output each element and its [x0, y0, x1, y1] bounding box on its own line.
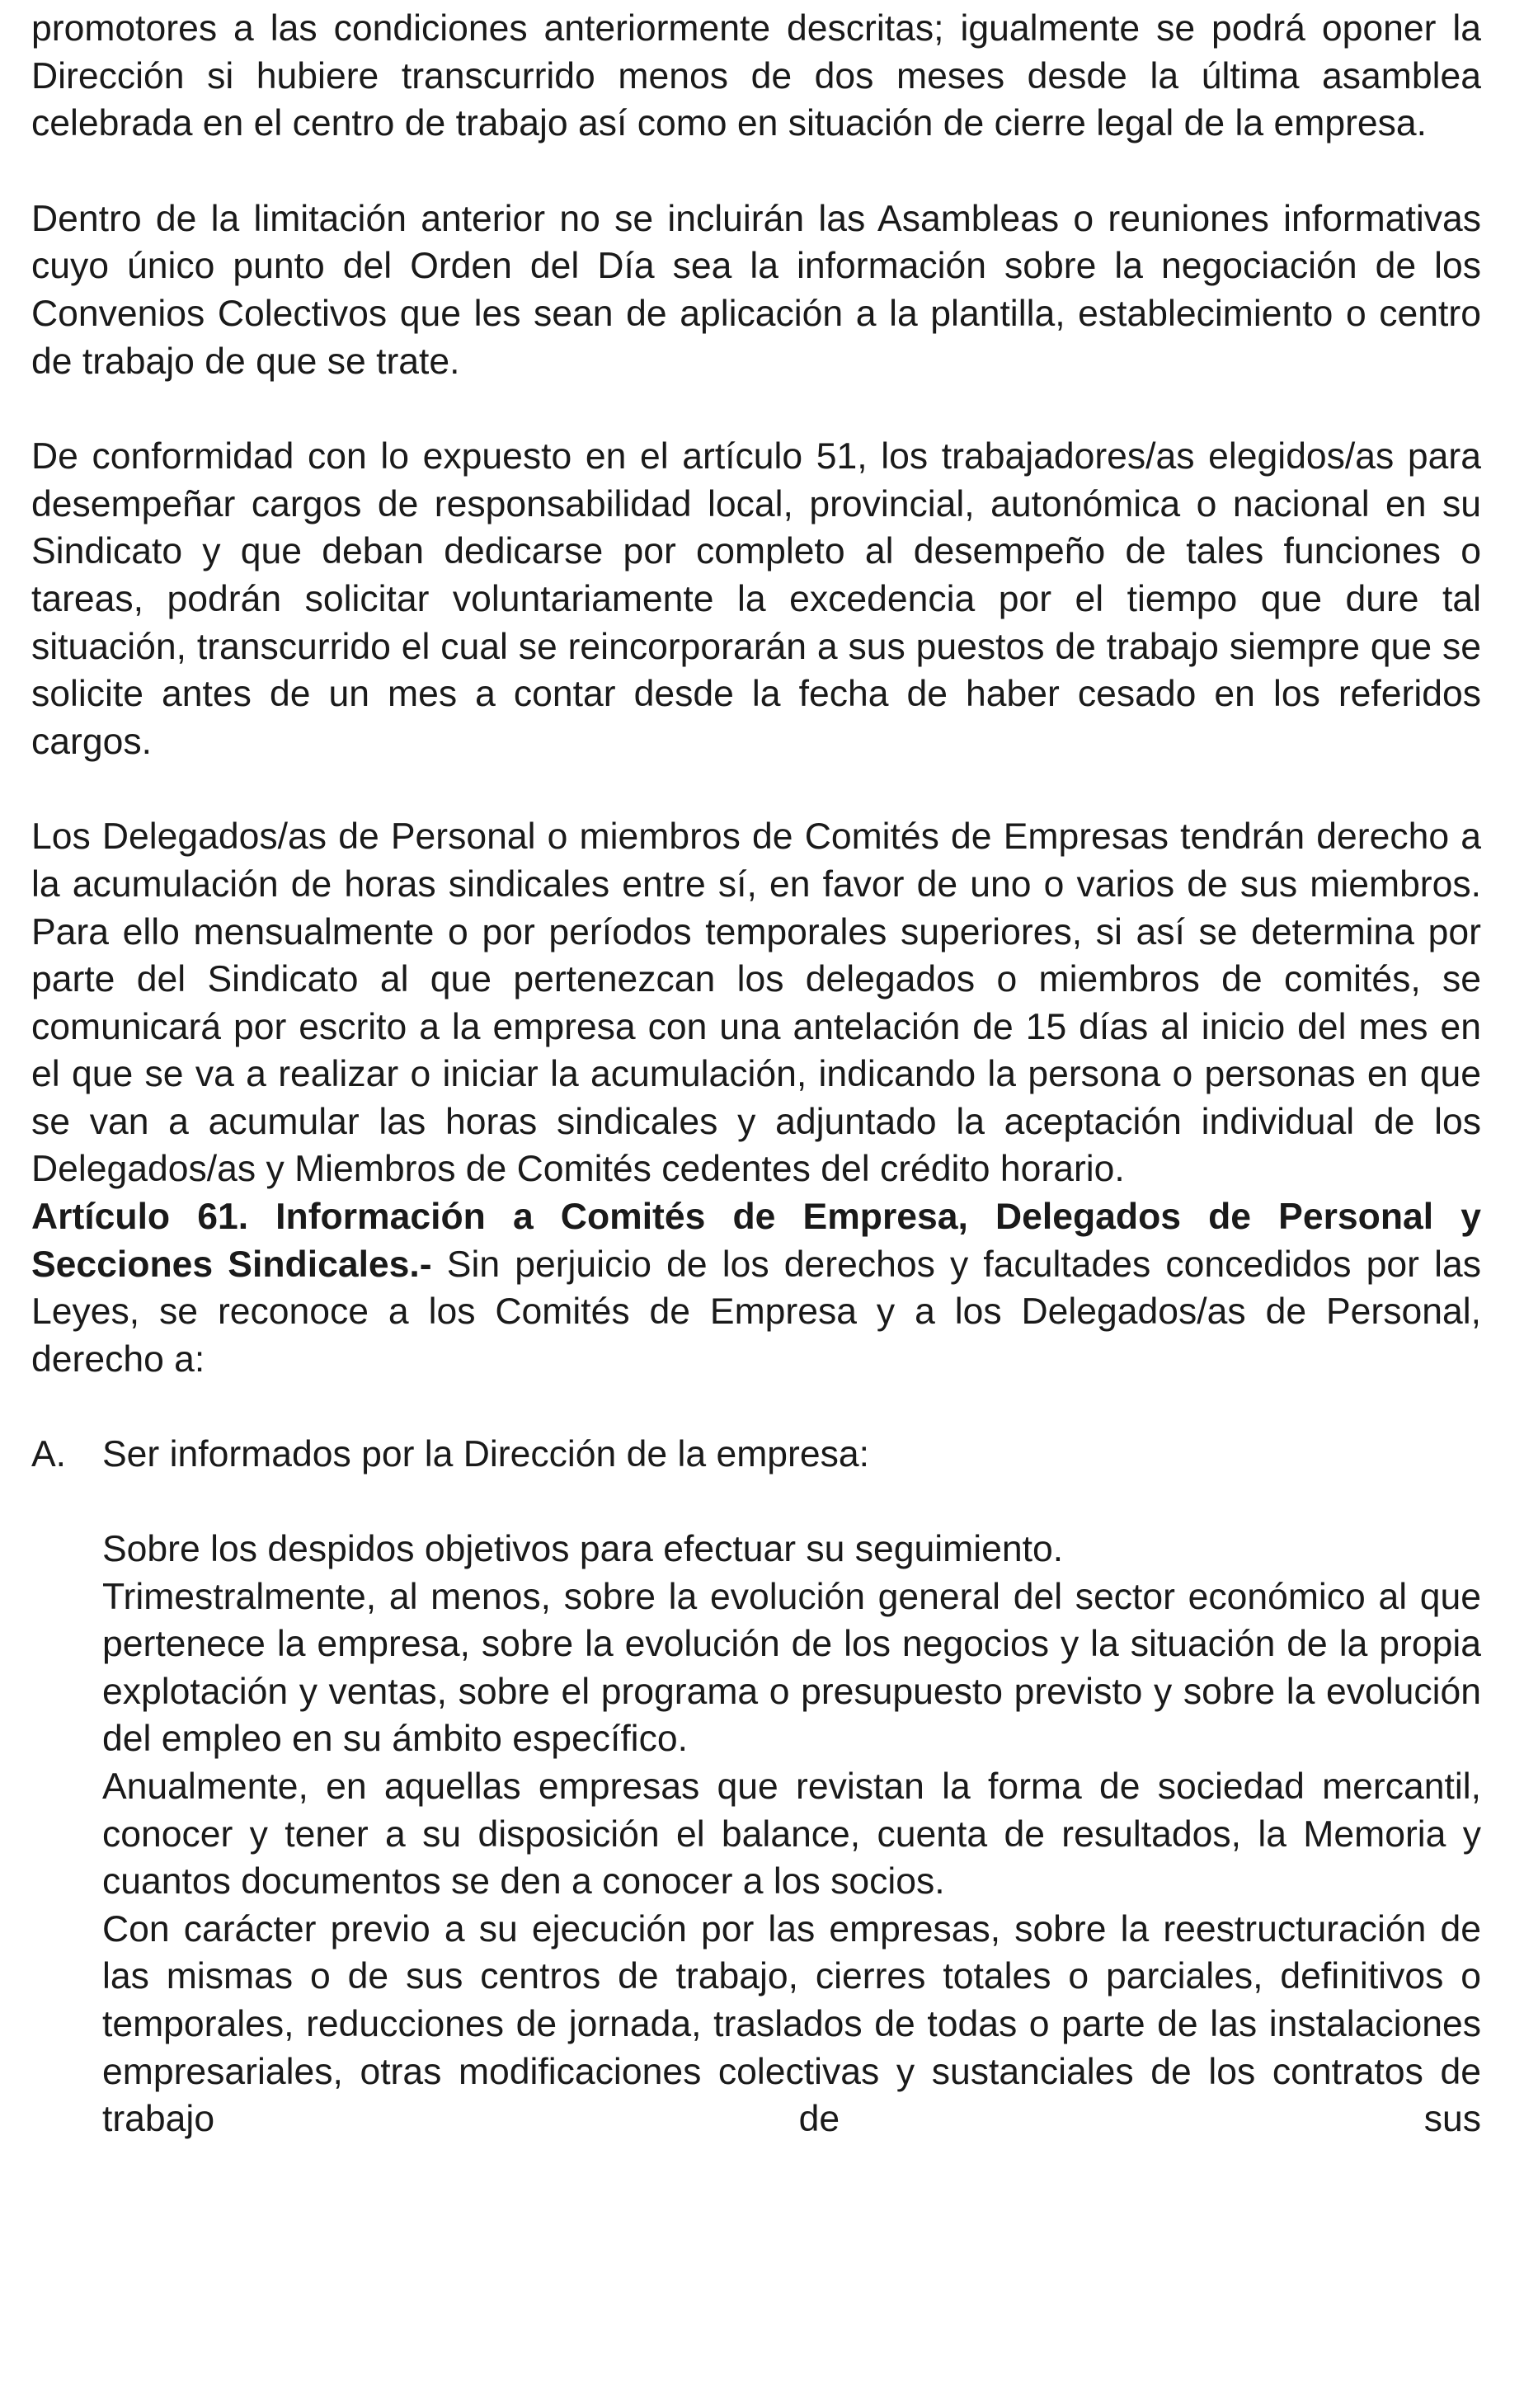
article-61-title: Artículo 61. Información a Comités de Empresa, Delegados de Personal y Secciones Sindicales.- [31, 1197, 1481, 1285]
list-item-a-text: Ser informados por la Dirección de la empresa: [102, 1434, 869, 1475]
subitem-anual: Anualmente, en aquellas empresas que revistan la forma de sociedad mercantil, conocer y tener a su disposición el balance, cuenta de resultados, la Memoria y cuantos documentos se den a conocer a los socios. [102, 1766, 1481, 1902]
paragraph-union-hours: Los Delegados/as de Personal o miembros de Comités de Empresas tendrán derecho a la acumulación de horas sindicales entre sí, en favor de uno o varios de sus miembros. Para ello mensualmente o por períodos temporales superiores, si así se determina por parte del Sindicato al que pertenezcan los delegados o miembros de comités, se comunicará por escrito a la empresa con una antelación de 15 días al inicio del mes en el que se va a realizar o iniciar la acumulación, indicando la persona o personas en que se van a acumular las horas sindicales y adjuntado la aceptación individual de los Delegados/as y Miembros de Comités cedentes del crédito horario. [31, 816, 1481, 1190]
subitem-reestructuracion: Con carácter previo a su ejecución por las empresas, sobre la reestructuración de las mismas o de sus centros de trabajo, cierres totales o parciales, definitivos o temporales, reducciones de jornada, traslados de todas o parte de las instalaciones empresariales, otras modificaciones colectivas y sustanciales de los contratos de trabajo de sus [102, 1908, 1481, 2140]
subitem-trimestral: Trimestralmente, al menos, sobre la evolución general del sector económico al que pertenece la empresa, sobre la evolución de los negocios y la situación de la propia explotación y ventas, sobre el programa o presupuesto previsto y sobre la evolución del empleo en su ámbito específico. [102, 1576, 1481, 1760]
article-61 [31, 1193, 1481, 1383]
paragraph-union-leave: De conformidad con lo expuesto en el artículo 51, los trabajadores/as elegidos/as para desempeñar cargos de responsabilidad local, provincial, autonómica o nacional en su Sindicato y que deban dedicarse por completo al desempeño de tales funciones o tareas, podrán solicitar voluntariamente la excedencia por el tiempo que dure tal situación, transcurrido el cual se reincorporarán a sus puestos de trabajo siempre que se solicite antes de un mes a contar desde la fecha de haber cesado en los referidos cargos. [31, 436, 1481, 762]
subitem-despidos: Sobre los despidos objetivos para efectuar su seguimiento. [102, 1529, 1064, 1570]
document-page [31, 5, 1481, 2143]
article-61-body: Sin perjuicio de los derechos y facultades concedidos por las Leyes, se reconoce a los Comités de Empresa y a los Delegados/as de Personal, derecho a: [31, 1244, 1481, 1380]
list-marker-a: A. [31, 1434, 67, 1475]
list-a-subitems [102, 1526, 1481, 2143]
list-item-a [31, 1431, 1481, 1479]
paragraph-asamblea-conditions: promotores a las condiciones anteriormente descritas; igualmente se podrá oponer la Dirección si hubiere transcurrido menos de dos meses desde la última asamblea celebrada en el centro de trabajo así como en situación de cierre legal de la empresa. [31, 8, 1481, 144]
paragraph-informative-assemblies: Dentro de la limitación anterior no se incluirán las Asambleas o reuniones informativas cuyo único punto del Orden del Día sea la información sobre la negociación de los Convenios Colectivos que les sean de aplicación a la plantilla, establecimiento o centro de trabajo de que se trate. [31, 198, 1481, 382]
